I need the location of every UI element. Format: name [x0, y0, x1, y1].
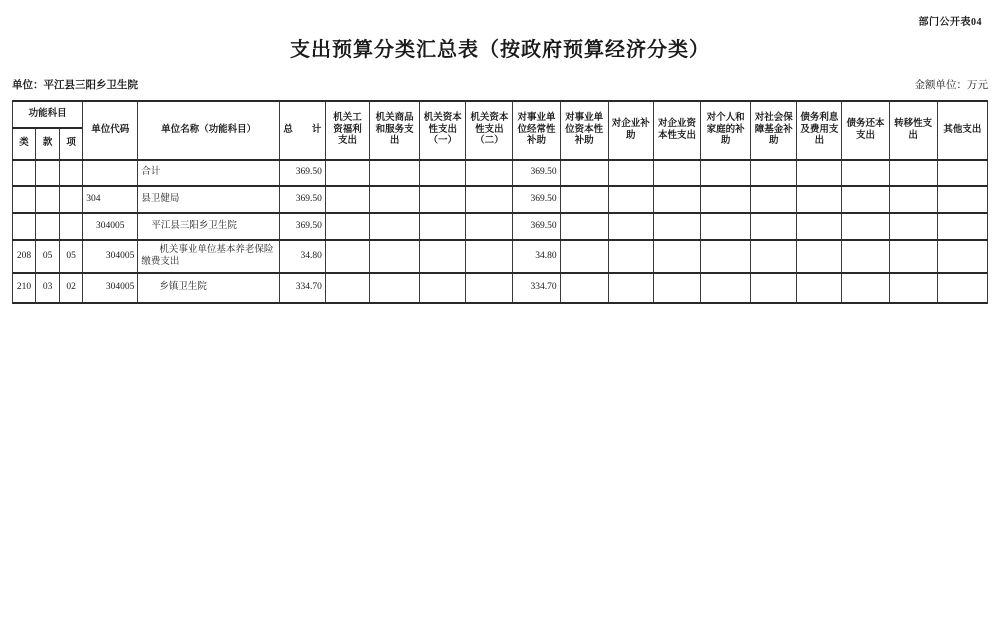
- cell-expense-10: [797, 273, 842, 303]
- header-expense-col-7: 对企业资本性支出: [653, 101, 700, 160]
- cell-item: [60, 160, 83, 186]
- cell-category: 210: [13, 273, 36, 303]
- cell-expense-2: [420, 273, 466, 303]
- cell-expense-8: [701, 186, 751, 213]
- cell-expense-11: [842, 213, 889, 240]
- cell-expense-9: [751, 273, 797, 303]
- cell-section: [36, 186, 60, 213]
- cell-unit-name: 平江县三阳乡卫生院: [138, 213, 279, 240]
- header-functional-subject: 功能科目: [13, 101, 83, 128]
- cell-expense-1: [370, 160, 420, 186]
- cell-expense-6: [608, 186, 653, 213]
- header-expense-col-2: 机关资本性支出（一）: [420, 101, 466, 160]
- cell-expense-1: [370, 186, 420, 213]
- header-unit-code: 单位代码: [83, 101, 138, 160]
- page-title: 支出预算分类汇总表（按政府预算经济分类）: [290, 39, 710, 61]
- header-expense-col-13: 其他支出: [937, 101, 987, 160]
- cell-expense-4: 334.70: [513, 273, 560, 303]
- header-expense-col-10: 债务利息及费用支出: [797, 101, 842, 160]
- cell-total: 369.50: [279, 186, 325, 213]
- cell-expense-13: [937, 186, 987, 213]
- table-row: [13, 240, 988, 273]
- cell-unit-name: 乡镇卫生院: [138, 273, 279, 303]
- header-row-1: [13, 101, 988, 128]
- cell-unit-code: 304005: [83, 240, 138, 273]
- cell-expense-10: [797, 240, 842, 273]
- cell-expense-6: [608, 273, 653, 303]
- cell-expense-13: [937, 273, 987, 303]
- cell-expense-4: 34.80: [513, 240, 560, 273]
- cell-expense-2: [420, 213, 466, 240]
- cell-expense-6: [608, 240, 653, 273]
- cell-expense-13: [937, 160, 987, 186]
- cell-category: [13, 160, 36, 186]
- header-grand-total: 总 计: [279, 101, 325, 160]
- cell-expense-2: [420, 160, 466, 186]
- table-row: [13, 160, 988, 186]
- cell-expense-3: [466, 213, 513, 240]
- cell-unit-name: 合计: [138, 160, 279, 186]
- cell-expense-9: [751, 160, 797, 186]
- cell-unit-code: 304005: [83, 213, 138, 240]
- header-expense-col-12: 转移性支出: [889, 101, 937, 160]
- cell-total: 369.50: [279, 160, 325, 186]
- header-expense-col-9: 对社会保障基金补助: [751, 101, 797, 160]
- header-item: 项: [60, 128, 83, 160]
- cell-expense-12: [889, 273, 937, 303]
- cell-expense-8: [701, 273, 751, 303]
- cell-expense-13: [937, 213, 987, 240]
- cell-expense-1: [370, 213, 420, 240]
- cell-expense-11: [842, 273, 889, 303]
- header-expense-col-4: 对事业单位经常性补助: [513, 101, 560, 160]
- cell-expense-11: [842, 160, 889, 186]
- header-section: 款: [36, 128, 60, 160]
- cell-expense-5: [560, 240, 608, 273]
- cell-expense-8: [701, 160, 751, 186]
- cell-expense-3: [466, 273, 513, 303]
- cell-expense-11: [842, 240, 889, 273]
- cell-total: 369.50: [279, 213, 325, 240]
- cell-item: [60, 213, 83, 240]
- cell-expense-5: [560, 273, 608, 303]
- cell-expense-1: [370, 240, 420, 273]
- cell-expense-4: 369.50: [513, 213, 560, 240]
- cell-unit-code: 304005: [83, 273, 138, 303]
- meta-row: [12, 77, 988, 92]
- cell-expense-9: [751, 186, 797, 213]
- header-expense-col-11: 债务还本支出: [842, 101, 889, 160]
- cell-expense-8: [701, 213, 751, 240]
- cell-expense-10: [797, 160, 842, 186]
- cell-expense-0: [325, 240, 369, 273]
- cell-expense-6: [608, 160, 653, 186]
- table-row: [13, 213, 988, 240]
- cell-expense-13: [937, 240, 987, 273]
- cell-unit-code: [83, 160, 138, 186]
- cell-expense-7: [653, 160, 700, 186]
- cell-expense-2: [420, 240, 466, 273]
- cell-category: [13, 213, 36, 240]
- cell-section: 03: [36, 273, 60, 303]
- amount-unit-label: 金额单位：万元: [914, 80, 988, 91]
- cell-category: [13, 186, 36, 213]
- header-expense-col-5: 对事业单位资本性补助: [560, 101, 608, 160]
- cell-expense-6: [608, 213, 653, 240]
- cell-unit-code: 304: [83, 186, 138, 213]
- cell-expense-7: [653, 273, 700, 303]
- cell-unit-name: 机关事业单位基本养老保险缴费支出: [138, 240, 279, 273]
- unit-name-label: 单位：平江县三阳乡卫生院: [12, 80, 138, 91]
- cell-expense-11: [842, 186, 889, 213]
- table-header: [13, 101, 988, 160]
- budget-summary-table: [12, 100, 988, 304]
- header-expense-col-6: 对企业补助: [608, 101, 653, 160]
- cell-section: [36, 160, 60, 186]
- cell-expense-8: [701, 240, 751, 273]
- cell-category: 208: [13, 240, 36, 273]
- cell-expense-2: [420, 186, 466, 213]
- cell-expense-5: [560, 213, 608, 240]
- cell-expense-12: [889, 186, 937, 213]
- document-code: 部门公开表04: [918, 17, 982, 28]
- cell-expense-7: [653, 240, 700, 273]
- cell-expense-0: [325, 160, 369, 186]
- cell-expense-1: [370, 273, 420, 303]
- table-row: [13, 273, 988, 303]
- cell-expense-0: [325, 273, 369, 303]
- cell-total: 334.70: [279, 273, 325, 303]
- cell-expense-4: 369.50: [513, 186, 560, 213]
- cell-section: [36, 213, 60, 240]
- cell-expense-3: [466, 186, 513, 213]
- header-expense-col-8: 对个人和家庭的补助: [701, 101, 751, 160]
- cell-expense-9: [751, 213, 797, 240]
- cell-expense-7: [653, 186, 700, 213]
- header-expense-col-1: 机关商品和服务支出: [370, 101, 420, 160]
- cell-expense-10: [797, 213, 842, 240]
- cell-expense-3: [466, 240, 513, 273]
- cell-expense-9: [751, 240, 797, 273]
- cell-expense-4: 369.50: [513, 160, 560, 186]
- cell-expense-7: [653, 213, 700, 240]
- cell-unit-name: 县卫健局: [138, 186, 279, 213]
- cell-item: 05: [60, 240, 83, 273]
- cell-item: 02: [60, 273, 83, 303]
- cell-total: 34.80: [279, 240, 325, 273]
- cell-section: 05: [36, 240, 60, 273]
- table-body: [13, 160, 988, 303]
- header-unit-name: 单位名称（功能科目）: [138, 101, 279, 160]
- cell-expense-5: [560, 186, 608, 213]
- header-expense-col-0: 机关工资福利支出: [325, 101, 369, 160]
- cell-expense-12: [889, 213, 937, 240]
- cell-expense-3: [466, 160, 513, 186]
- table-row: [13, 186, 988, 213]
- cell-expense-0: [325, 186, 369, 213]
- header-category: 类: [13, 128, 36, 160]
- cell-expense-5: [560, 160, 608, 186]
- cell-expense-10: [797, 186, 842, 213]
- header-expense-col-3: 机关资本性支出（二）: [466, 101, 513, 160]
- cell-expense-0: [325, 213, 369, 240]
- cell-expense-12: [889, 160, 937, 186]
- cell-item: [60, 186, 83, 213]
- cell-expense-12: [889, 240, 937, 273]
